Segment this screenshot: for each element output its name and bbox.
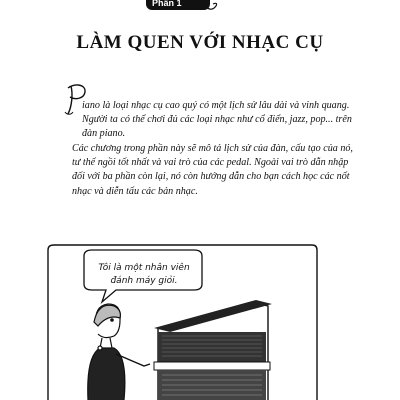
swirl-ornament-icon [200,0,220,14]
content-paragraph: Các chương trong phần này sẽ mô tả lịch sử của đàn, cấu tạo của nó, tư thế ngồi tốt nhất và vai trò của các pedal. Ngoài vai trò dẫn nhập đối với ba phần còn lại, nó còn hướng dẫn cho bạn cách học các nốt nhạc và diễn tấu các bản nhạc. [72,143,353,197]
woman-figure [88,304,150,400]
speech-bubble-text: Tôi là một nhân viên đánh máy giỏi. [98,263,190,286]
intro-paragraph: iano là loại nhạc cụ cao quý có một lịch sử lâu dài và vinh quang. Người ta có thể chơi đủ các loại nhạc như cổ điển, jazz, pop... trên đàn piano. [82,100,352,140]
piano-drawing [154,300,272,400]
part-header-label: Phần 1 [152,0,182,8]
chapter-title: LÀM QUEN VỚI NHẠC CỤ [76,32,324,53]
